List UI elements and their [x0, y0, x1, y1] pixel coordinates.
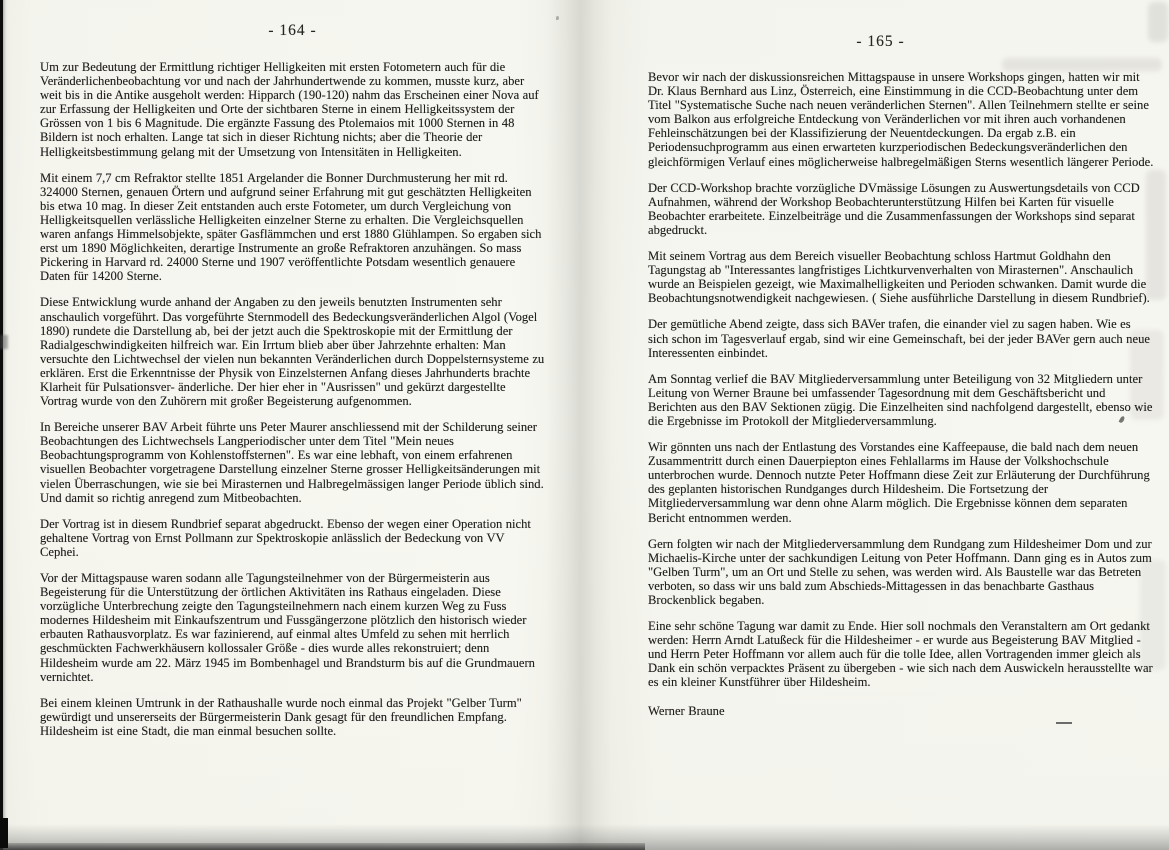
bleed-through-smudge: [1148, 2, 1168, 42]
paragraph: Am Sonntag verlief die BAV Mitgliederversammlung unter Beteiligung von 32 Mitgliedern unter Leitung von Werner Braune bei umfassender Tagesordnung mit dem Geschäftsbericht und Berichten aus den BAV Sektionen zügig. Die Einzelheiten sind nachfolgend dargestellt, ebenso wie die Ergebnisse im Protokoll der Mitgliederversammlung.: [648, 371, 1153, 428]
paragraph: Wir gönnten uns nach der Entlastung des Vorstandes eine Kaffeepause, die bald nach dem neuen Zusammentritt durch einen Dauerpiepton eines Fehlallarms im Hause der Volkshochschule unterbrochen wurde. Dennoch nutzte Peter Hoffmann diese Zeit zur Erläuterung der Durchführung des geplanten historischen Rundganges durch Hildesheim. Die Fortsetzung der Mitgliederversammlung war denn ohne Alarm möglich. Die Ergebnisse können dem separaten Bericht entnommen werden.: [648, 440, 1150, 525]
paragraph: Diese Entwicklung wurde anhand der Angaben zu den jeweils benutzten Instrumenten sehr anschaulich vorgeführt. Das vorgeführte Sternmodell des Bedeckungsveränderlichen Algol (Vogel 1890) rundete die Darstellung ab, bei der jetzt auch die Spektroskopie mit der Ermittlung der Radialgeschwindigkeiten hilfreich war. Ein Irrtum blieb aber über Jahrzehnte erhalten: Man versuchte den Lichtwechsel der vielen nun bekannten Veränderlichen durch Doppelsternsysteme zu erklären. Erst die Erkenntnisse der Physik von Einzelsternen Anfang dieses Jahrhunderts brachte Klarheit für Pulsationsver- änderliche. Der hier eher in "Ausrissen" und gekürzt dargestellte Vortrag wurde von den Zuhörern mit großer Begeisterung aufgenommen.: [40, 295, 545, 409]
paragraph: Der gemütliche Abend zeigte, dass sich BAVer trafen, die einander viel zu sagen haben. Wie es sich schon im Tagesverlauf ergab, sind wir eine Gemeinschaft, bei der jeder BAVer gern auch neue Interessenten einbindet.: [648, 317, 1150, 360]
scan-shadow-bottom-dark: [0, 843, 645, 850]
page-gutter-shadow: [546, 0, 612, 850]
paragraph: Mit seinem Vortrag aus dem Bereich visueller Beobachtung schloss Hartmut Goldhahn den Tagungstag ab "Interessantes langfristiges Lichtkurvenverhalten von Mirasternen". Anschaulich wurde an Beispielen gezeigt, wie Maximalhelligkeiten und Perioden schwanken. Damit wurde die Beobachtungsnotwendigkeit nachgewiesen. ( Siehe ausführliche Darstellung in diesem Rundbrief).: [648, 249, 1150, 306]
page-number-right: - 165 -: [856, 33, 905, 50]
paragraph: Um zur Bedeutung der Ermittlung richtiger Helligkeiten mit ersten Fotometern auch für die Veränderlichenbeobachtung vor und nach der Jahrhundertwende zu kommen, musste kurz, aber weit bis in die Antike ausgeholt werden: Hipparch (190-120) nahm das Erscheinen einer Nova auf zur Erfassung der Helligkeiten und Orte der sichtbaren Sterne in einem Helligkeitssystem der Grössen von 1 bis 6 Magnitude. Die ergänzte Fassung des Ptolemaios mit 1000 Sternen in 48 Bildern ist noch erhalten. Lange tat sich in dieser Richtung nichts; aber die Theorie der Helligkeitsbestimmung gelang mit der Umsetzung von Intensitäten in Helligkeiten.: [40, 60, 539, 159]
paragraph: Bevor wir nach der diskussionsreichen Mittagspause in unsere Workshops gingen, hatten wir mit Dr. Klaus Bernhard aus Linz, Österreich, eine Einstimmung in die CCD-Beobachtung unter dem Titel "Systematische Suche nach neuen veränderlichen Sternen". Allen Teilnehmern stellte er seine vom Balkon aus erfolgreiche Entdeckung von Veränderlichen vor mit ihren auch vorhandenen Fehleinschätzungen bei der Klassifizierung der Neuentdeckungen. Da ergab z.B. ein Periodensuchprogramm aus einen erwarteten kurzperiodischen Bedeckungsveränderlichen den gleichförmigen Verlauf eines möglicherweise halbregelmäßigen Sterns wesentlich längerer Periode.: [648, 70, 1154, 169]
paragraph: Der Vortrag ist in diesem Rundbrief separat abgedruckt. Ebenso der wegen einer Operation nicht gehaltene Vortrag von Ernst Pollmann zur Spektroskopie anlässlich der Bedeckung von VV Cephei.: [40, 516, 531, 559]
scan-corner-mark: [0, 818, 8, 848]
paragraph: Vor der Mittagspause waren sodann alle Tagungsteilnehmer von der Bürgermeisterin aus Begeisterung für die Unterstützung der örtlichen Aktivitäten ins Rathaus eingeladen. Diese vorzügliche Unterbrechung zeigte den Tagungsteilnehmern nach einem kurzen Weg zu Fuss modernes Hildesheim mit Einkaufszentrum und Fussgängerzone plötzlich den historisch wieder erbauten Rathausvorplatz. Es war fazinierend, auf einmal altes Umfeld zu sehen mit herrlich geschmückten Fachwerkhäusern kollossaler Größe - dies wurde alles rekonstruiert; denn Hildesheim wurde am 22. März 1945 im Bombenhagel und Brandsturm bis auf die Grundmauern vernichtet.: [40, 571, 535, 684]
signature: Werner Braune: [648, 703, 725, 718]
paragraph: Eine sehr schöne Tagung war damit zu Ende. Hier soll nochmals den Veranstaltern am Ort gedankt werden: Herrn Arndt Latußeck für die Hildesheimer - er wurde aus Begeisterung BAV Mitglied - und Herrn Peter Hoffmann vor allem auch für die tolle Idee, allen Vortragenden immer gleich als Dank ein schön verpacktes Präsent zu übergeben - wie sich nach dem Auswickeln herausstellte war es ein kleiner Kunstführer über Hildesheim.: [648, 619, 1153, 690]
page-number-left: - 164 -: [268, 22, 317, 39]
paragraph: In Bereiche unserer BAV Arbeit führte uns Peter Maurer anschliessend mit der Schilderung seiner Beobachtungen des Lichtwechsels Langperiodischer unter dem Titel "Mein neues Beobachtungsprogramm von Kohlenstoffsternen". Es war eine lebhaft, von einem erfahrenen visuellen Beobachter vorgetragene Darstellung einzelner Sterne grosser Helligkeitsänderungen mit vielen Überraschungen, wie sie bei Mirasternen und Halbregelmässigen langer Periode üblich sind. Und damit so richtig anregend zum Mitbeobachten.: [40, 420, 544, 505]
paragraph: Bei einem kleinen Umtrunk in der Rathaushalle wurde noch einmal das Projekt "Gelber Turm" gewürdigt und unsererseits der Bürgermeisterin Dank gesagt für den freundlichen Empfang. Hildesheim ist eine Stadt, die man einmal besuchen sollte.: [40, 695, 522, 738]
scan-edge-smudge: [0, 335, 8, 349]
paragraph: Gern folgten wir nach der Mitgliederversammlung dem Rundgang zum Hildesheimer Dom und zur Michaelis-Kirche unter der sachkundigen Leitung von Peter Hoffmann. Dann ging es in Autos zum "Gelben Turm", um an Ort und Stelle zu sehen, was werden wird. Als Baustelle war das Betreten verboten, so dass wir uns bald zum Abschieds-Mittagessen in das benachbarte Gasthaus Brockenblick begaben.: [648, 536, 1152, 607]
page-164-text: [40, 60, 546, 750]
ink-speck: [556, 16, 559, 20]
page-165-text: [648, 70, 1154, 730]
scan-edge-left-soft: [3, 0, 8, 850]
paragraph: Der CCD-Workshop brachte vorzügliche DVmässige Lösungen zu Auswertungsdetails von CCD Aufnahmen, während der Workshop Beobachterunterstützung Hilfen bei Karten für visuelle Beobachter erarbeitete. Einzelbeiträge und die Zusammenfassungen der Workshops sind separat abgedruckt.: [648, 180, 1140, 237]
paragraph: Mit einem 7,7 cm Refraktor stellte 1851 Argelander die Bonner Durchmusterung her mit rd. 324000 Sternen, genauen Örtern und aufgrund seiner Erfahrung mit gut geschätzten Helligkeiten bis etwa 10 mag. In dieser Zeit entstanden auch erste Fotometer, um durch Vergleichung von Helligkeitsquellen verlässliche Helligkeiten einzelner Sterne zu erhalten. Die Vergleichsquellen waren anfangs Himmelsobjekte, später Gasflämmchen und erst 1880 Glühlampen. So ergaben sich erst um 1890 Möglichkeiten, derartige Instrumente an große Refraktoren anzuhängen. So mass Pickering in Harvard rd. 24000 Sterne und 1907 veröffentlichte Potsdam wesentlich genauere Daten für 14200 Sterne.: [40, 170, 542, 284]
